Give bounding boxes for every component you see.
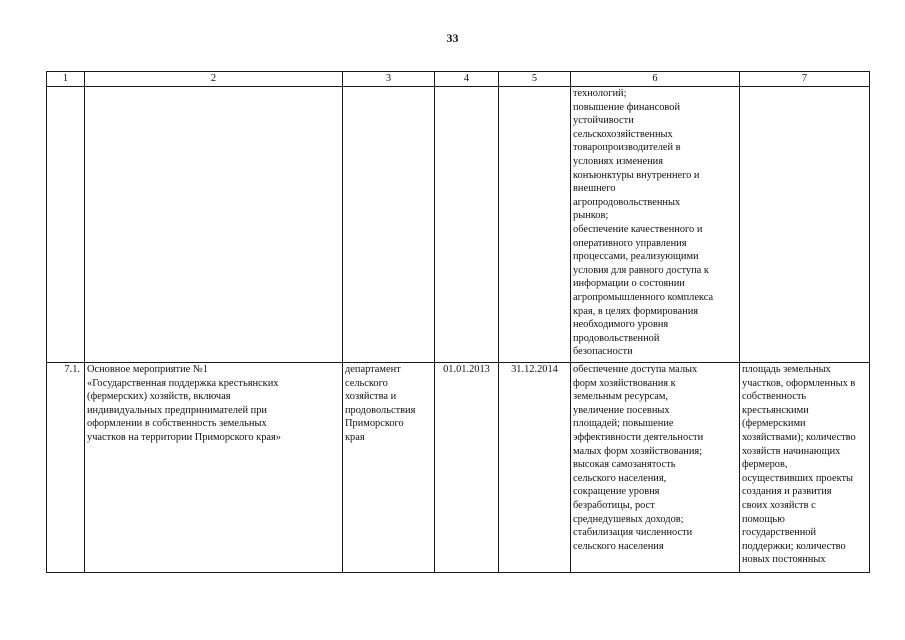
table-row [47, 363, 870, 573]
start-date-cell: 01.01.2013 [435, 363, 499, 573]
expected-result-cell: обеспечение доступа малых форм хозяйствования к земельным ресурсам, увеличение посевных площадей; повышение эффективности деятельности малых форм хозяйствования; высокая самозанятость сельского населения, сокращение уровня безработицы, рост среднедушевых доходов; стабилизация численности сельского населения [571, 363, 740, 573]
column-header: 4 [435, 72, 499, 87]
column-header: 7 [740, 72, 870, 87]
activity-name-cell: Основное мероприятие №1 «Государственная поддержка крестьянских (фермерских) хозяйств, включая индивидуальных предпринимателей при оформлении в собственность земельных участков на территории Приморского края» [85, 363, 343, 573]
start-date-cell [435, 87, 499, 363]
indicator-cell [740, 87, 870, 363]
column-header: 5 [499, 72, 571, 87]
column-number-row [47, 72, 870, 87]
column-header: 2 [85, 72, 343, 87]
column-header: 6 [571, 72, 740, 87]
executor-cell [343, 87, 435, 363]
expected-result-cell: технологий; повышение финансовой устойчивости сельскохозяйственных товаропроизводителей в условиях изменения конъюнктуры внутреннего и внешнего агропродовольственных рынков; обеспечение качественного и оперативного управления процессами, реализующими условия для равного доступа к информации о состоянии агропромышленного комплекса края, в целях формирования необходимого уровня продовольственной безопасности [571, 87, 740, 363]
activity-name-cell [85, 87, 343, 363]
page-number: 33 [446, 31, 459, 45]
row-number-cell: 7.1. [47, 363, 85, 573]
executor-cell: департамент сельского хозяйства и продовольствия Приморского края [343, 363, 435, 573]
row-number-cell [47, 87, 85, 363]
indicator-cell: площадь земельных участков, оформленных в собственность крестьянскими (фермерскими хозяйствами); количество хозяйств начинающих фермеров, осуществивших проекты создания и развития своих хозяйств с помощью государственной поддержки; количество новых постоянных [740, 363, 870, 573]
end-date-cell [499, 87, 571, 363]
end-date-cell: 31.12.2014 [499, 363, 571, 573]
column-header: 3 [343, 72, 435, 87]
column-header: 1 [47, 72, 85, 87]
table-row [47, 87, 870, 363]
program-table [46, 71, 870, 573]
